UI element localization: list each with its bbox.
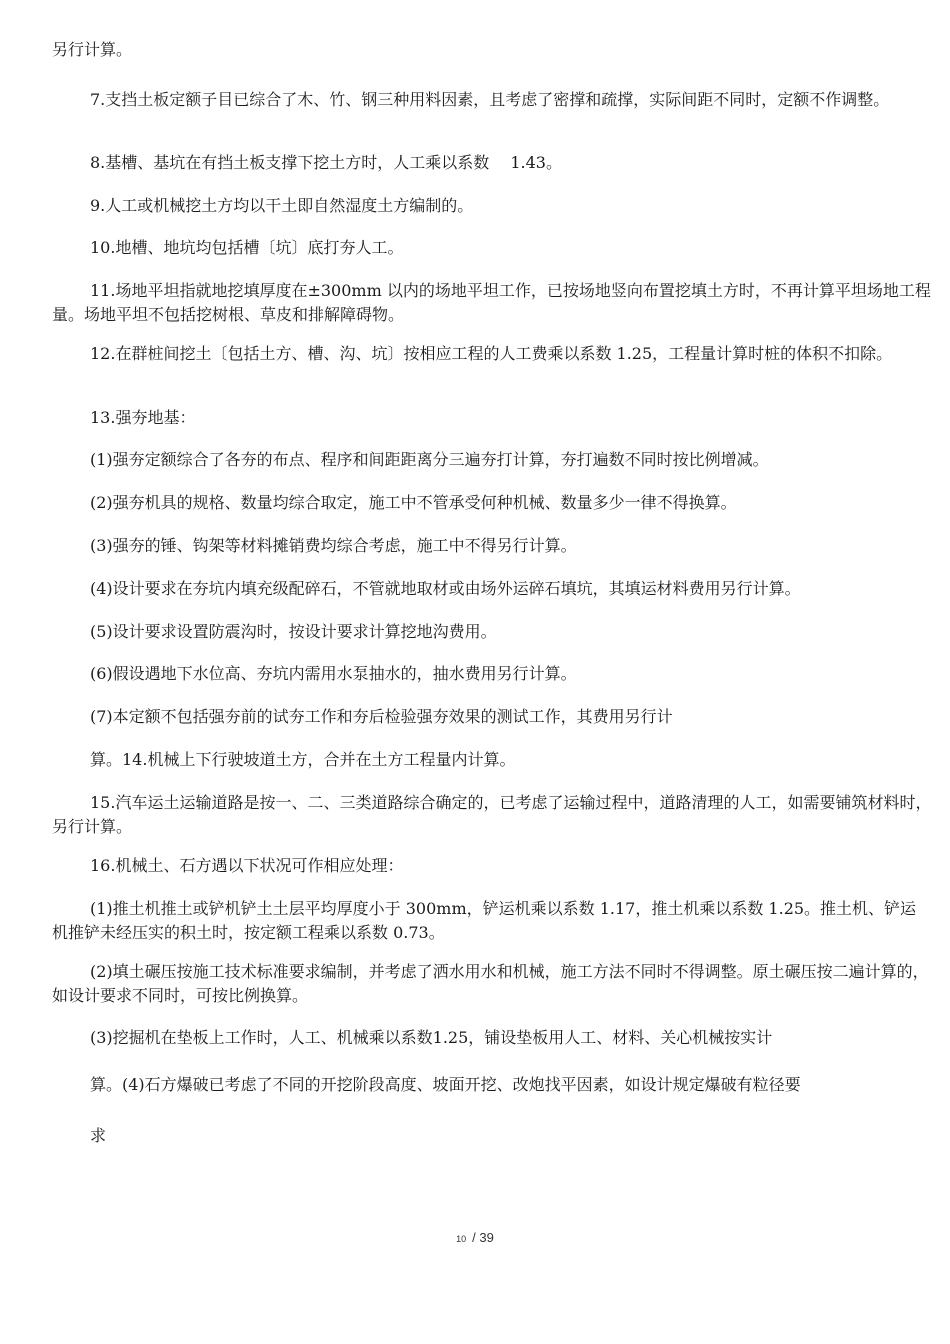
paragraph-item-13-5: (5)设计要求设置防震沟时，按设计要求计算挖地沟费用。 bbox=[90, 622, 497, 641]
paragraph-item-8: 8.基槽、基坑在有挡土板支撑下挖土方时，人工乘以系数 1.43。 bbox=[90, 153, 562, 172]
paragraph-item-13: 13.强夯地基： bbox=[90, 408, 196, 427]
paragraph-item-16-2: (2)填土碾压按施工技术标准要求编制，并考虑了洒水用水和机械，施工方法不同时不得调整。原土碾压按二遍计算的，如设计要求不同时，可按比例换算。 bbox=[52, 962, 929, 1005]
paragraph-item-16-5: 求 bbox=[90, 1126, 107, 1145]
paragraph-item-14: 算。14.机械上下行驶坡道土方，合并在土方工程量内计算。 bbox=[90, 750, 516, 769]
total-pages: 39 bbox=[479, 1230, 494, 1245]
paragraph-item-12: 12.在群桩间挖土〔包括土方、槽、沟、坑〕按相应工程的人工费乘以系数 1.25，工程量计算时桩的体积不扣除。 bbox=[90, 344, 893, 363]
current-page-number: 10 bbox=[456, 1234, 467, 1244]
paragraph-item-15: 15.汽车运土运输道路是按一、二、三类道路综合确定的，已考虑了运输过程中，道路清理的人工，如需要铺筑材料时，另行计算。 bbox=[52, 793, 932, 836]
paragraph-item-13-1: (1)强夯定额综合了各夯的布点、程序和间距距离分三遍夯打计算，夯打遍数不同时按比例增减。 bbox=[90, 450, 769, 469]
paragraph-item-13-4: (4)设计要求在夯坑内填充级配碎石，不管就地取材或由场外运碎石填坑，其填运材料费用另行计算。 bbox=[90, 579, 801, 598]
paragraph-continuation: 另行计算。 bbox=[52, 40, 133, 59]
paragraph-item-16-3: (3)挖掘机在垫板上工作时，人工、机械乘以系数1.25，铺设垫板用人工、材料、关心机械按实计 bbox=[90, 1028, 773, 1047]
paragraph-item-10: 10.地槽、地坑均包括槽〔坑〕底打夯人工。 bbox=[90, 238, 404, 257]
paragraph-item-13-7: (7)本定额不包括强夯前的试夯工作和夯后检验强夯效果的测试工作，其费用另行计 bbox=[90, 707, 673, 726]
paragraph-item-13-3: (3)强夯的锤、钩架等材料摊销费均综合考虑，施工中不得另行计算。 bbox=[90, 536, 577, 555]
paragraph-item-16: 16.机械土、石方遇以下状况可作相应处理： bbox=[90, 856, 404, 875]
paragraph-item-11: 11.场地平坦指就地挖填厚度在±300mm 以内的场地平坦工作，已按场地竖向布置挖填土方时，不再计算平坦场地工程量。场地平坦不包括挖树根、草皮和排解障碍物。 bbox=[52, 281, 931, 324]
paragraph-item-16-1: (1)推土机推土或铲机铲土土层平均厚度小于 300mm，铲运机乘以系数 1.17，推土机乘以系数 1.25。推土机、铲运机推铲未经压实的积土时，按定额工程乘以系数 0.73。 bbox=[52, 899, 917, 942]
paragraph-item-13-2: (2)强夯机具的规格、数量均综合取定，施工中不管承受何种机械、数量多少一律不得换算。 bbox=[90, 493, 737, 512]
paragraph-item-16-4: 算。(4)石方爆破已考虑了不同的开挖阶段高度、坡面开挖、改炮找平因素，如设计规定爆破有粒径要 bbox=[90, 1075, 801, 1094]
page-number bbox=[0, 1230, 950, 1245]
page-separator: / bbox=[472, 1230, 476, 1245]
paragraph-item-13-6: (6)假设遇地下水位高、夯坑内需用水泵抽水的，抽水费用另行计算。 bbox=[90, 664, 577, 683]
paragraph-item-7: 7.支挡土板定额子目已综合了木、竹、钢三种用料因素，且考虑了密撑和疏撑，实际间距不同时，定额不作调整。 bbox=[90, 90, 890, 109]
paragraph-item-9: 9.人工或机械挖土方均以干土即自然湿度土方编制的。 bbox=[90, 196, 474, 215]
